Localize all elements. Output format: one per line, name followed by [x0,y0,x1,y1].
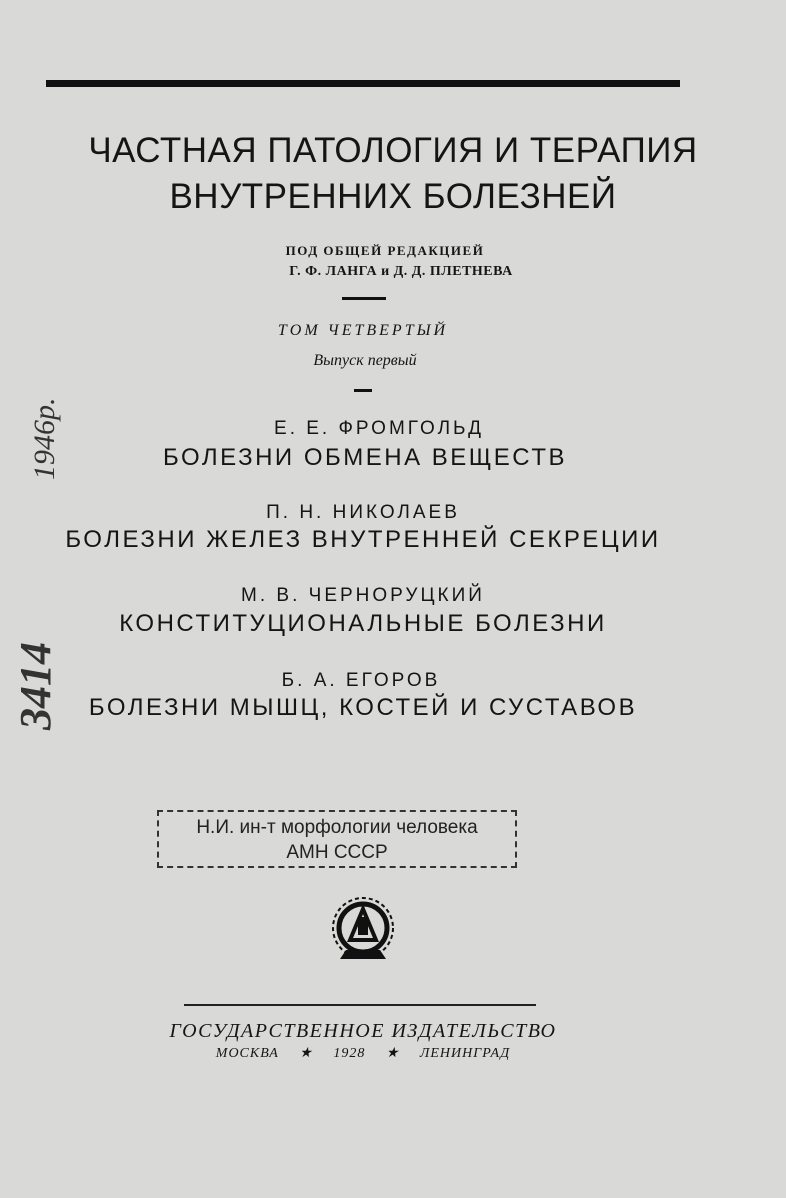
top-rule [46,80,680,87]
section-work: БОЛЕЗНИ ЖЕЛЕЗ ВНУТРЕННЕЙ СЕКРЕЦИИ [65,526,661,553]
city-moscow: МОСКВА [215,1046,279,1061]
section-author: Е. Е. ФРОМГОЛЬД [274,418,484,439]
issue-label: Выпуск первый [313,352,417,369]
stamp-line-2: АМН СССР [286,842,388,863]
title-line-2: ВНУТРЕННИХ БОЛЕЗНЕЙ [169,177,617,216]
section-work: БОЛЕЗНИ МЫШЦ, КОСТЕЙ И СУСТАВОВ [88,694,638,721]
volume-label: ТОМ ЧЕТВЕРТЫЙ [277,322,449,339]
city-leningrad: ЛЕНИНГРАД [419,1046,511,1061]
publication-year: 1928 [333,1046,366,1061]
divider-dash-small [354,389,372,392]
title-line-1: ЧАСТНАЯ ПАТОЛОГИЯ И ТЕРАПИЯ [88,131,698,170]
divider-dash [342,297,386,300]
section-work: КОНСТИТУЦИОНАЛЬНЫЕ БОЛЕЗНИ [119,610,607,637]
section-author: П. Н. НИКОЛАЕВ [266,502,460,523]
stamp-line-1: Н.И. ин-т морфологии человека [196,817,478,838]
edited-by-label: ПОД ОБЩЕЙ РЕДАКЦИЕЙ [285,243,485,258]
library-stamp [157,810,517,868]
star-separator: ★ [299,1046,313,1061]
handwritten-note-number: 3414 [11,642,60,730]
publisher-name: ГОСУДАРСТВЕННОЕ ИЗДАТЕЛЬСТВО [169,1020,557,1042]
publication-place [0,1045,756,1062]
star-separator: ★ [385,1046,400,1061]
publisher-logo-icon [328,895,398,965]
section-author: М. В. ЧЕРНОРУЦКИЙ [241,585,485,606]
handwritten-note-year: 1946р. [28,397,61,480]
editors-names: Г. Ф. ЛАНГА и Д. Д. ПЛЕТНЕВА [289,264,513,279]
section-work: БОЛЕЗНИ ОБМЕНА ВЕЩЕСТВ [162,444,567,471]
section-author: Б. А. ЕГОРОВ [281,670,441,691]
bottom-rule [184,1004,536,1006]
